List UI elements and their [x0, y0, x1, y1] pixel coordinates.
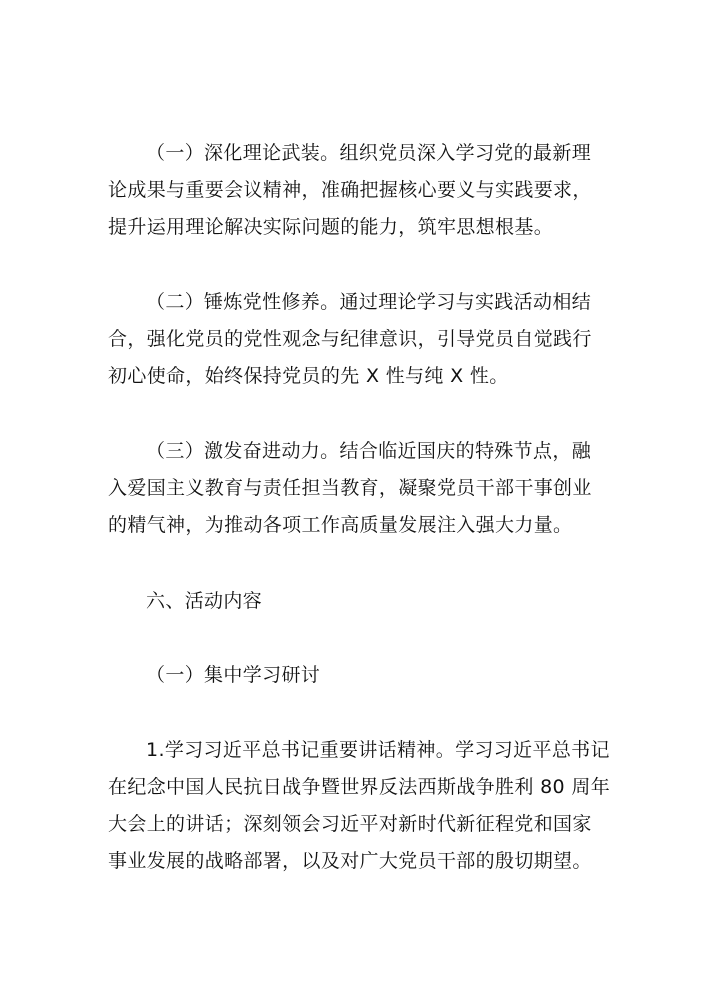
paragraph-line: 入爱国主义教育与责任担当教育，凝聚党员干部干事创业: [108, 477, 592, 499]
paragraph-line: 论成果与重要会议精神，准确把握核心要义与实践要求，: [108, 179, 592, 201]
paragraph-line: （一）深化理论武装。组织党员深入学习党的最新理: [146, 142, 592, 164]
paragraph-line: （二）锤炼党性修养。通过理论学习与实践活动相结: [146, 291, 592, 313]
paragraph-line: 提升运用理论解决实际问题的能力，筑牢思想根基。: [108, 216, 554, 238]
paragraph-line: 在纪念中国人民抗日战争暨世界反法西斯战争胜利 80 周年: [108, 776, 611, 798]
paragraph-line: 1.学习习近平总书记重要讲话精神。学习习近平总书记: [146, 739, 610, 761]
paragraph-line: 大会上的讲话；深刻领会习近平对新时代新征程党和国家: [108, 813, 592, 835]
paragraph-line: （三）激发奋进动力。结合临近国庆的特殊节点，融: [146, 440, 592, 462]
paragraph-line: 的精气神，为推动各项工作高质量发展注入强大力量。: [108, 514, 573, 536]
paragraph-line: 初心使命，始终保持党员的先 X 性与纯 X 性。: [108, 365, 509, 387]
paragraph-line: 合，强化党员的党性观念与纪律意识，引导党员自觉践行: [108, 328, 592, 350]
paragraph-line: 事业发展的战略部署，以及对广大党员干部的殷切期望。: [108, 850, 592, 872]
section-heading: 六、活动内容: [146, 590, 263, 612]
subsection-heading: （一）集中学习研讨: [146, 664, 321, 686]
